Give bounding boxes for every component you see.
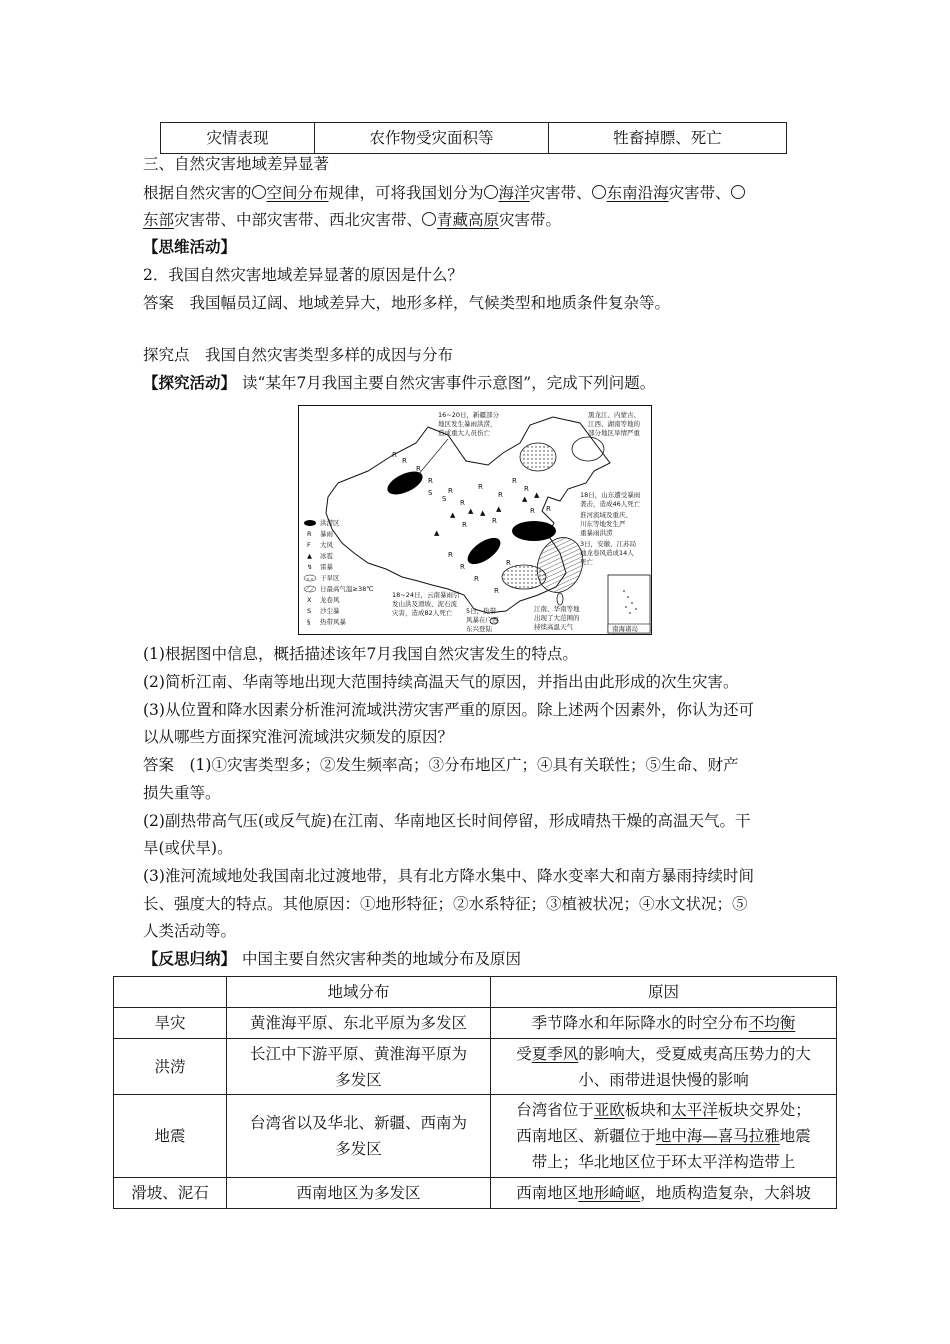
svg-text:发山洪及滑坡、泥石流: 发山洪及滑坡、泥石流 xyxy=(392,600,457,608)
svg-text:重暴雨洪涝: 重暴雨洪涝 xyxy=(580,529,613,537)
svg-text:3日，安徽、江苏局: 3日，安徽、江苏局 xyxy=(580,540,637,548)
svg-text:16~20日，新疆部分: 16~20日，新疆部分 xyxy=(438,411,499,419)
svg-text:洪涝区: 洪涝区 xyxy=(320,519,340,527)
svg-text:R: R xyxy=(498,491,503,499)
answer-line: 旱(或伏旱)。 xyxy=(143,839,233,857)
svg-text:▲: ▲ xyxy=(534,491,540,499)
reflection-label: 【反思归纳】 xyxy=(143,949,237,968)
table-cell: 旱灾 xyxy=(114,1008,227,1039)
svg-text:R: R xyxy=(448,551,453,559)
svg-text:川东等地发生严: 川东等地发生严 xyxy=(580,520,626,528)
svg-text:R: R xyxy=(530,507,535,515)
svg-text:雷暴: 雷暴 xyxy=(320,563,333,571)
svg-text:冰雹: 冰雹 xyxy=(320,552,333,560)
svg-text:大风: 大风 xyxy=(320,541,333,549)
svg-text:江西、湖南等地的: 江西、湖南等地的 xyxy=(588,420,640,428)
svg-text:▲: ▲ xyxy=(480,509,486,517)
distribution-table xyxy=(113,976,837,1209)
answer-line: 损失重等。 xyxy=(143,784,221,802)
svg-text:灾害，造成82人死亡: 灾害，造成82人死亡 xyxy=(392,609,453,617)
answer-blank: 空间分布 xyxy=(266,184,329,202)
table-header: 地域分布 xyxy=(227,977,491,1008)
svg-text:热带风暴: 热带风暴 xyxy=(320,618,346,626)
blank-circle-icon xyxy=(252,185,266,199)
question-3-line: (3)从位置和降水因素分析淮河流域洪涝灾害严重的原因。除上述两个因素外，你认为还可 xyxy=(143,701,754,719)
svg-text:S: S xyxy=(442,495,447,503)
svg-text:§: § xyxy=(307,618,311,626)
table-cell: 农作物受灾面积等 xyxy=(315,123,549,154)
paragraph-line: 东部灾害带、中部灾害带、西北灾害带、 青藏高原灾害带。 xyxy=(143,211,562,229)
svg-text:袭击，造成46人死亡: 袭击，造成46人死亡 xyxy=(580,500,641,508)
svg-text:造成重大人员伤亡: 造成重大人员伤亡 xyxy=(438,429,490,437)
flood-area-huaihe xyxy=(512,521,556,541)
svg-text:R: R xyxy=(448,487,453,495)
answer-line: 答案 (1)①灾害类型多；②发生频率高；③分布地区广；④具有关联性；⑤生命、财产 xyxy=(143,756,739,774)
table-cell: 季节降水和年际降水的时空分布不均衡 xyxy=(491,1008,837,1039)
activity-text: 读“某年7月我国主要自然灾害事件示意图”，完成下列问题。 xyxy=(242,374,656,392)
answer-blank: 海洋 xyxy=(498,184,530,202)
question-2: (2)简析江南、华南等地出现大范围持续高温天气的原因，并指出由此形成的次生灾害。 xyxy=(143,673,739,691)
svg-text:黑龙江、内蒙古、: 黑龙江、内蒙古、 xyxy=(588,411,640,419)
blank-circle-icon xyxy=(731,185,745,199)
answer-blank: 东南沿海 xyxy=(606,184,669,202)
table-cell: 长江中下游平原、黄淮海平原为 多发区 xyxy=(227,1039,491,1095)
svg-text:R: R xyxy=(402,457,407,465)
svg-text:R: R xyxy=(416,465,421,473)
answer-blank: 青藏高原 xyxy=(437,211,500,229)
top-table xyxy=(160,122,787,154)
blank-circle-icon xyxy=(422,212,436,226)
table-cell: 灾情表现 xyxy=(161,123,315,154)
svg-text:R: R xyxy=(478,483,483,491)
svg-text:R: R xyxy=(462,521,467,529)
svg-text:R: R xyxy=(307,530,312,538)
svg-text:↯: ↯ xyxy=(307,563,313,571)
svg-text:暴雨: 暴雨 xyxy=(320,530,333,538)
table-row xyxy=(114,1095,837,1178)
svg-text:R: R xyxy=(506,559,511,567)
table-header: 原因 xyxy=(491,977,837,1008)
svg-text:R: R xyxy=(460,563,465,571)
svg-text:R: R xyxy=(428,477,433,485)
question-3-line: 以从哪些方面探究淮河流域洪灾频发的原因？ xyxy=(143,728,454,746)
svg-text:死亡: 死亡 xyxy=(580,558,593,566)
table-cell: 黄淮海平原、东北平原为多发区 xyxy=(227,1008,491,1039)
answer-text: 答案 我国幅员辽阔、地域差异大，地形多样，气候类型和地质条件复杂等。 xyxy=(143,294,671,312)
svg-text:R: R xyxy=(392,451,397,459)
table-row xyxy=(114,1039,837,1095)
blank-circle-icon xyxy=(484,185,498,199)
svg-text:18日，山东遭受暴雨: 18日，山东遭受暴雨 xyxy=(580,491,641,499)
svg-text:▲: ▲ xyxy=(496,505,502,513)
svg-text:▲: ▲ xyxy=(468,507,474,515)
answer-line: (3)淮河流域地处我国南北过渡地带，具有北方降水集中、降水变率大和南方暴雨持续时间 xyxy=(143,867,754,885)
svg-text:干旱区: 干旱区 xyxy=(320,574,340,582)
svg-text:南海诸岛: 南海诸岛 xyxy=(612,625,638,633)
reflection-line xyxy=(143,948,521,970)
svg-text:R: R xyxy=(474,575,479,583)
table-cell: 牲畜掉膘、死亡 xyxy=(549,123,787,154)
table-cell: 地震 xyxy=(114,1095,227,1178)
svg-text:Ⅹ: Ⅹ xyxy=(307,596,312,604)
svg-text:风暴在广西: 风暴在广西 xyxy=(466,616,499,624)
svg-text:龙卷风: 龙卷风 xyxy=(320,596,340,604)
blank-circle-icon xyxy=(592,185,606,199)
svg-text:部分地区旱情严重: 部分地区旱情严重 xyxy=(588,429,640,437)
svg-text:淮河流域及重庆、: 淮河流域及重庆、 xyxy=(580,511,632,519)
table-cell: 受夏季风的影响大，受夏威夷高压势力的大 小、雨带进退快慢的影响 xyxy=(491,1039,837,1095)
table-cell: 西南地区地形崎岖，地质构造复杂，大斜坡 xyxy=(491,1178,837,1209)
table-row xyxy=(114,1008,837,1039)
explore-title: 探究点 我国自然灾害类型多样的成因与分布 xyxy=(143,346,454,364)
svg-text:R: R xyxy=(546,505,551,513)
activity-label: 【探究活动】 xyxy=(143,373,237,392)
question-text: 2．我国自然灾害地域差异显著的原因是什么？ xyxy=(143,266,463,284)
svg-text:沙尘暴: 沙尘暴 xyxy=(320,607,340,615)
table-row xyxy=(114,1178,837,1209)
section-heading: 三、自然灾害地域差异显著 xyxy=(143,155,330,173)
svg-text:R: R xyxy=(512,477,517,485)
svg-text:▲: ▲ xyxy=(434,529,440,537)
drought-area-northeast xyxy=(520,443,556,471)
svg-text:持续高温天气: 持续高温天气 xyxy=(534,623,573,631)
svg-text:18~24日，云南暴雨引: 18~24日，云南暴雨引 xyxy=(392,591,460,599)
answer-line: (2)副热带高气压(或反气旋)在江南、华南地区长时间停留，形成晴热干燥的高温天气。干 xyxy=(143,812,751,830)
svg-text:▲: ▲ xyxy=(450,511,456,519)
svg-text:S: S xyxy=(307,607,312,615)
paragraph-line: 根据自然灾害的 空间分布规律，可将我国划分为 海洋灾害带、 东南沿海灾害带、 xyxy=(143,182,746,204)
thinking-label: 【思维活动】 xyxy=(143,237,237,256)
table-header xyxy=(114,977,227,1008)
svg-text:R: R xyxy=(494,587,499,595)
answer-line: 人类活动等。 xyxy=(143,922,237,940)
svg-text:日最高气温≥38℃: 日最高气温≥38℃ xyxy=(320,585,374,593)
activity-line xyxy=(143,372,655,394)
table-cell: 洪涝 xyxy=(114,1039,227,1095)
svg-text:东兴登陆: 东兴登陆 xyxy=(466,625,492,633)
question-1: (1)根据图中信息，概括描述该年7月我国自然灾害发生的特点。 xyxy=(143,645,578,663)
svg-text:出现了大范围的: 出现了大范围的 xyxy=(534,614,580,622)
svg-text:S: S xyxy=(428,489,433,497)
reflection-title: 中国主要自然灾害种类的地域分布及原因 xyxy=(242,950,522,968)
answer-line: 长、强度大的特点。其他原因：①地形特征；②水系特征；③植被状况；④水文状况；⑤ xyxy=(143,895,748,913)
svg-text:R: R xyxy=(524,485,529,493)
disaster-map xyxy=(298,405,652,635)
answer-blank: 东部 xyxy=(143,211,175,229)
svg-text:地区发生暴雨洪涝，: 地区发生暴雨洪涝， xyxy=(438,420,497,428)
svg-text:▲: ▲ xyxy=(307,552,312,560)
svg-text:R: R xyxy=(492,517,497,525)
table-cell: 台湾省以及华北、新疆、西南为 多发区 xyxy=(227,1095,491,1178)
svg-text:▲: ▲ xyxy=(522,495,528,503)
table-cell: 西南地区为多发区 xyxy=(227,1178,491,1209)
svg-text:江南、华南等地: 江南、华南等地 xyxy=(534,605,580,613)
svg-text:5日，热带: 5日，热带 xyxy=(466,607,497,615)
svg-text:地龙卷风造成14人: 地龙卷风造成14人 xyxy=(580,549,634,557)
svg-text:F: F xyxy=(307,541,311,549)
table-cell: 台湾省位于亚欧板块和太平洋板块交界处； 西南地区、新疆位于地中海—喜马拉雅地震 带上；华北地区位于环太平洋构造带上 xyxy=(491,1095,837,1178)
table-cell: 滑坡、泥石 xyxy=(114,1178,227,1209)
svg-text:R: R xyxy=(460,499,465,507)
